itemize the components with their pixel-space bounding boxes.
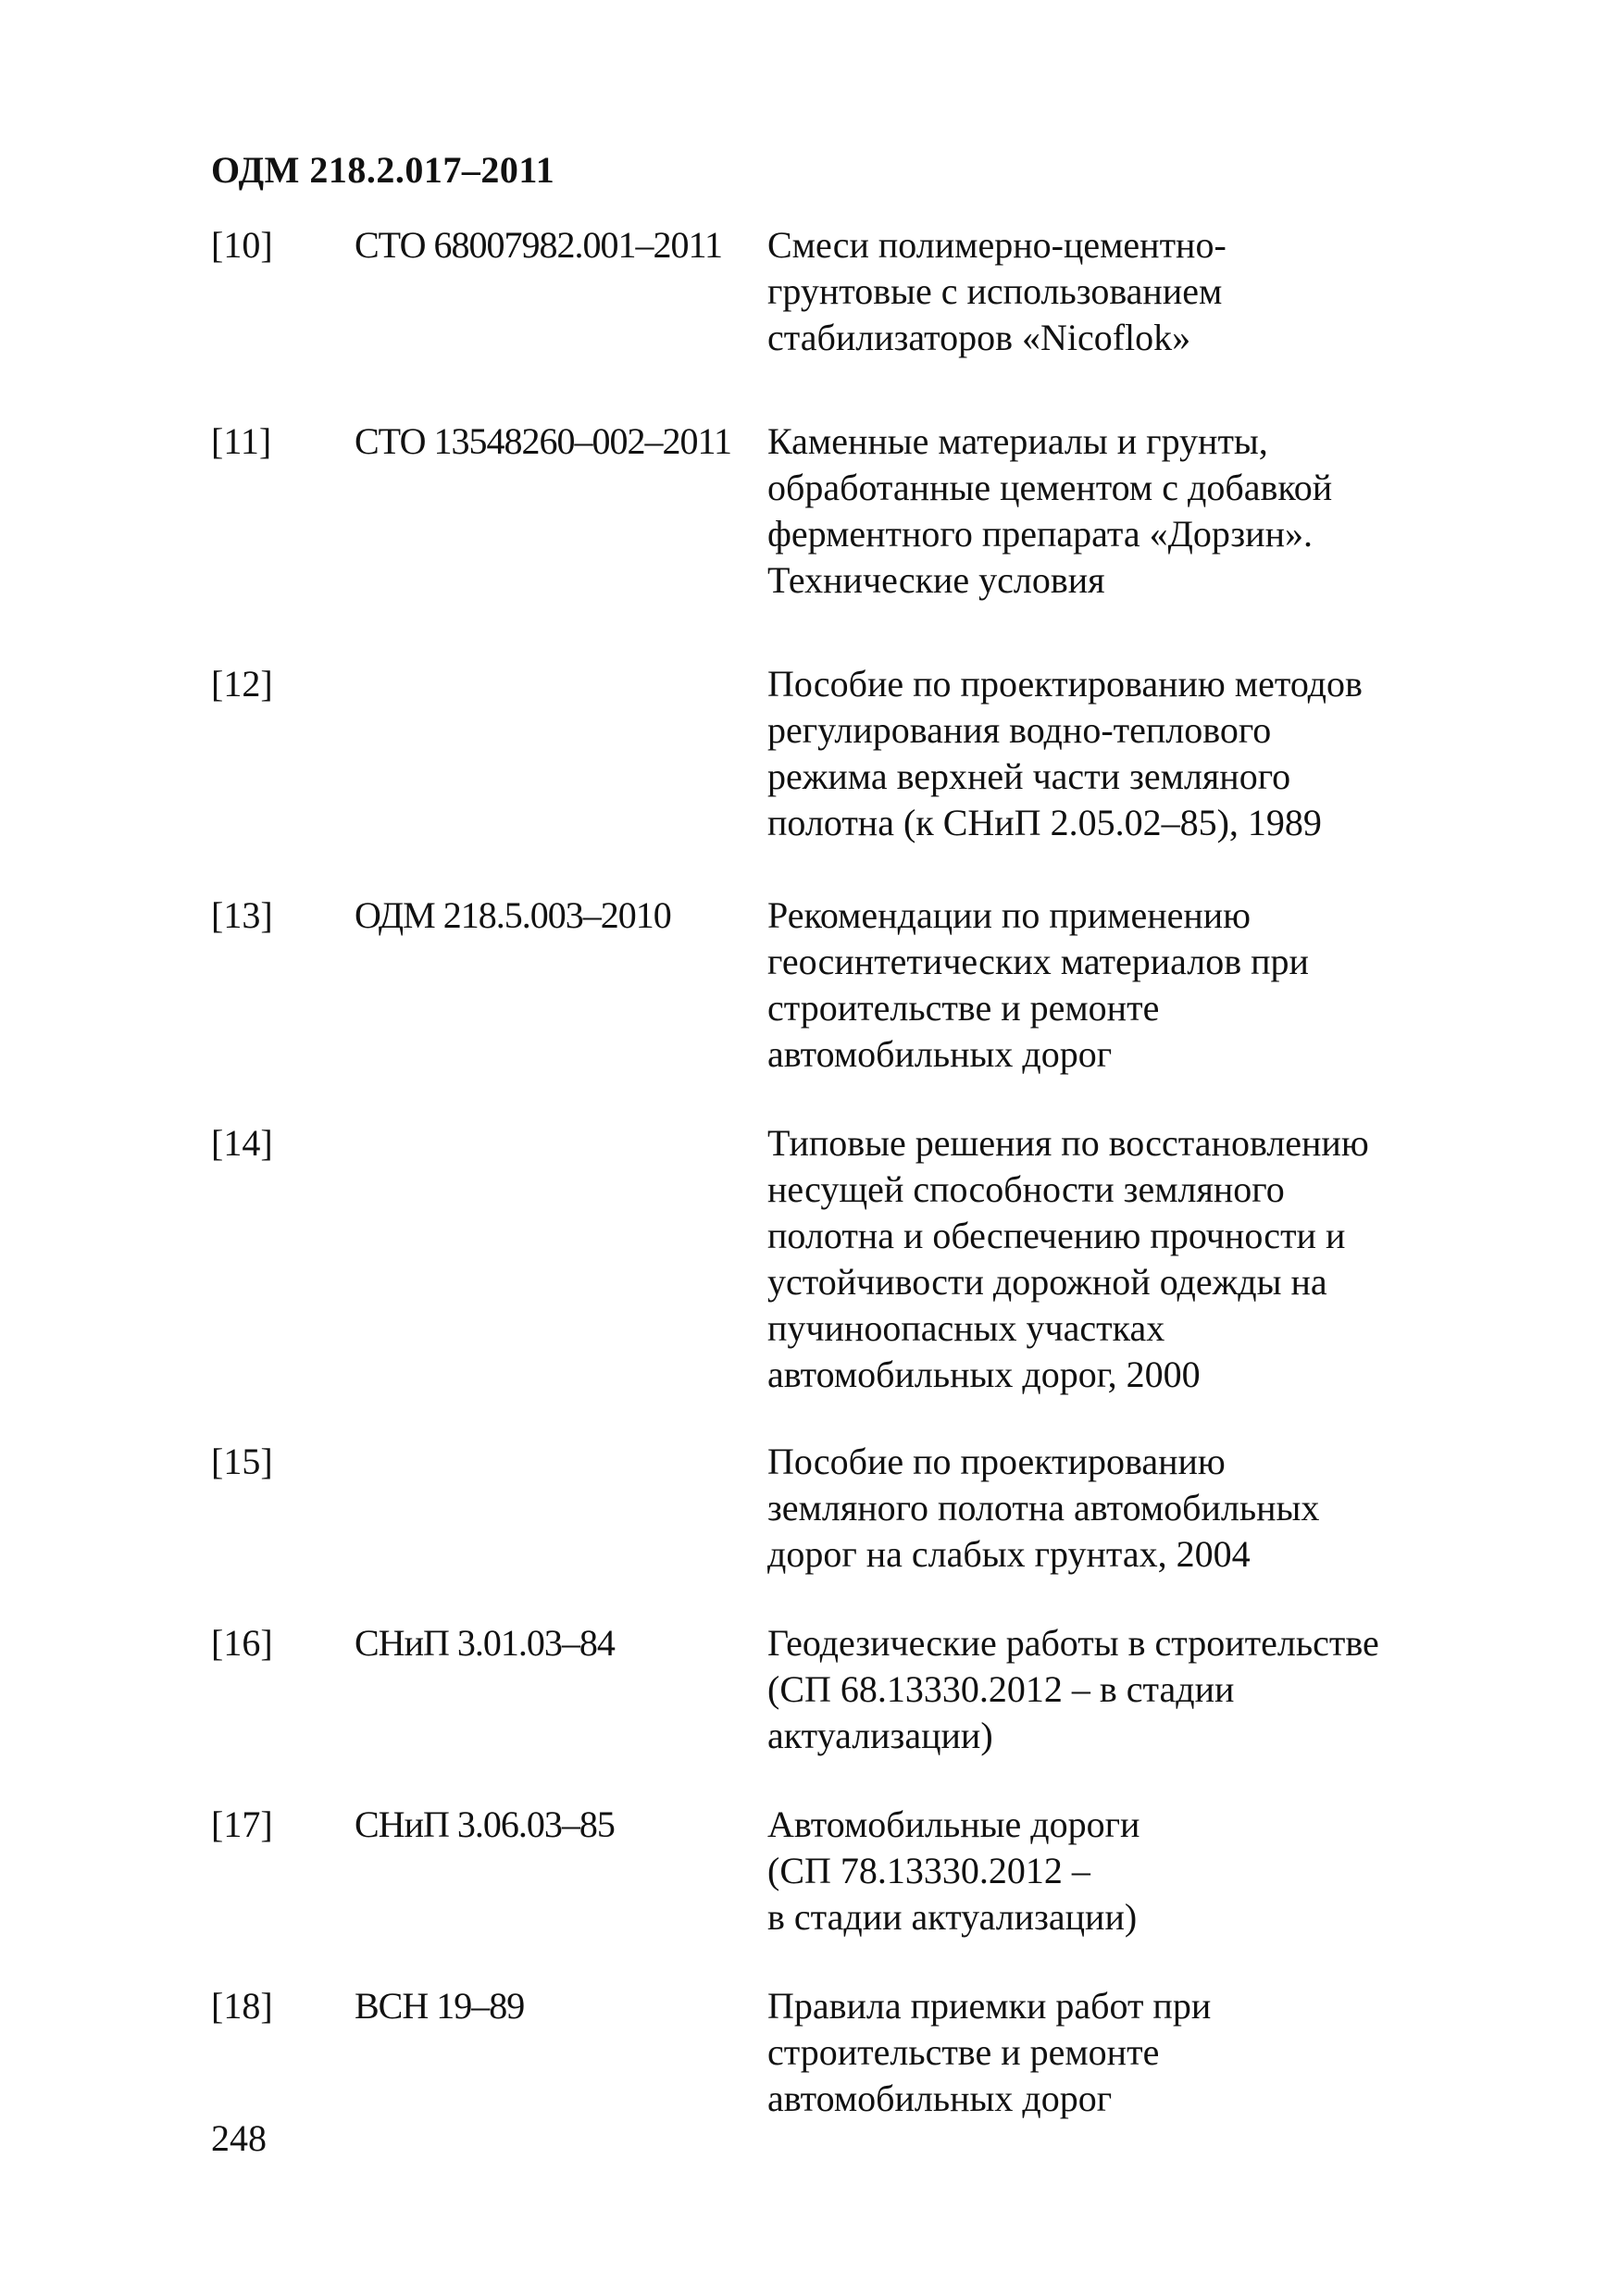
- reference-number: [16]: [211, 1622, 273, 1664]
- reference-number: [12]: [211, 663, 273, 705]
- reference-title: Пособие по проектированию земляного полотна автомобильных дорог на слабых грунтах, 2004: [767, 1441, 1320, 1575]
- reference-number: [13]: [211, 894, 273, 936]
- reference-number: [17]: [211, 1803, 273, 1845]
- reference-code: ОДМ 218.5.003–2010: [355, 894, 671, 936]
- reference-title: Геодезические работы в строительстве (СП 68.13330.2012 – в стадии актуализации): [767, 1622, 1379, 1756]
- reference-number: [18]: [211, 1985, 273, 2027]
- reference-code: СТО 68007982.001–2011: [355, 224, 722, 266]
- reference-title: Автомобильные дороги (СП 78.13330.2012 – в стадии актуализации): [767, 1803, 1140, 1938]
- reference-title: Типовые решения по восстановлению несущей способности земляного полотна и обеспечению прочности и устойчивости дорожной одежды на пучиноопасных участках автомобильных дорог, 2000: [767, 1122, 1369, 1395]
- reference-number: [15]: [211, 1441, 273, 1482]
- reference-title: Правила приемки работ при строительстве и ремонте автомобильных дорог: [767, 1985, 1212, 2119]
- reference-code: СНиП 3.01.03–84: [355, 1622, 615, 1664]
- reference-number: [14]: [211, 1122, 273, 1164]
- reference-title: Каменные материалы и грунты, обработанные цементом с добавкой ферментного препарата «Дорзин». Технические условия: [767, 420, 1333, 601]
- page-number: 248: [211, 2117, 267, 2159]
- reference-title: Смеси полимерно-цементно- грунтовые с использованием стабилизаторов «Nicoflok»: [767, 224, 1227, 358]
- reference-number: [11]: [211, 420, 272, 462]
- reference-title: Рекомендации по применению геосинтетических материалов при строительстве и ремонте автомобильных дорог: [767, 894, 1309, 1075]
- reference-number: [10]: [211, 224, 273, 266]
- reference-code: СТО 13548260–002–2011: [355, 420, 731, 462]
- document-code-header: ОДМ 218.2.017–2011: [211, 149, 555, 191]
- reference-code: ВСН 19–89: [355, 1985, 525, 2027]
- reference-title: Пособие по проектированию методов регулирования водно-теплового режима верхней части земляного полотна (к СНиП 2.05.02–85), 1989: [767, 663, 1363, 843]
- reference-code: СНиП 3.06.03–85: [355, 1803, 615, 1845]
